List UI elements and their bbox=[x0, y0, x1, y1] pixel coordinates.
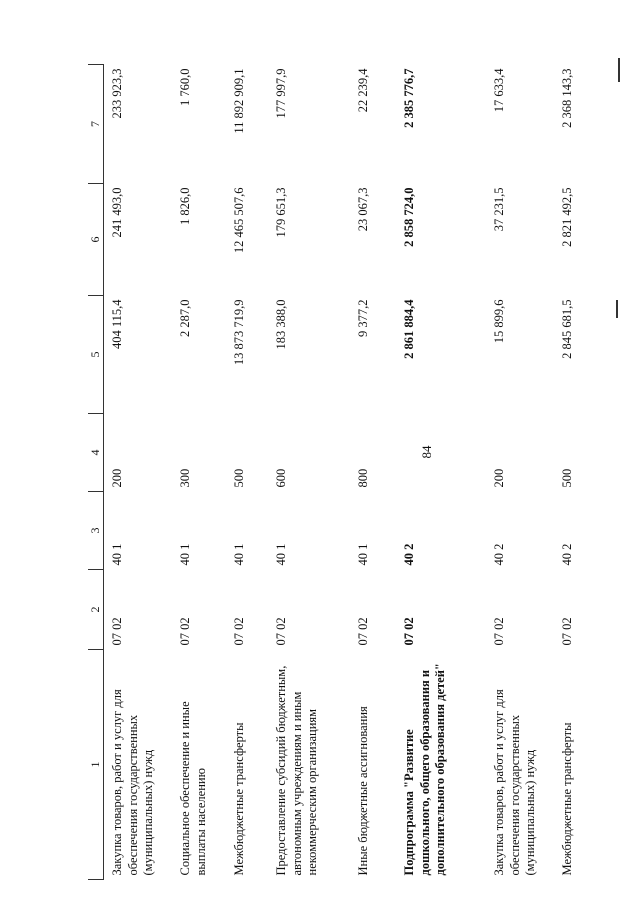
row-value-5: 13 873 719,9 bbox=[232, 299, 246, 366]
row-program: 40 1 bbox=[178, 543, 192, 566]
row-program: 40 2 bbox=[492, 543, 506, 566]
table-row bbox=[226, 65, 268, 880]
row-section: 07 02 bbox=[178, 617, 192, 646]
row-value-7: 2 385 776,7 bbox=[402, 68, 416, 128]
row-name: Предоставление субсидий бюджетным, автономным учреждениям и иным некоммерческим организациям bbox=[274, 665, 320, 876]
row-program: 40 1 bbox=[110, 543, 124, 566]
table-row bbox=[268, 65, 350, 880]
row-section: 07 02 bbox=[232, 617, 246, 646]
table-row bbox=[172, 65, 226, 880]
row-value-6: 23 067,3 bbox=[356, 187, 370, 232]
row-value-7: 22 239,4 bbox=[356, 68, 370, 113]
row-section: 07 02 bbox=[356, 617, 370, 646]
row-name: Закупка товаров, работ и услуг для обеспечения государственных (муниципальных) нужд bbox=[492, 689, 538, 876]
col-header-3: 3 bbox=[88, 492, 104, 570]
row-section: 07 02 bbox=[110, 617, 124, 646]
row-program: 40 1 bbox=[232, 543, 246, 566]
row-value-7: 17 633,4 bbox=[492, 68, 506, 113]
header-row bbox=[88, 65, 104, 880]
row-value-6: 37 231,5 bbox=[492, 187, 506, 232]
row-section: 07 02 bbox=[492, 617, 506, 646]
row-expense-type: 500 bbox=[232, 468, 246, 488]
row-value-5: 183 388,0 bbox=[274, 299, 288, 350]
row-expense-type bbox=[396, 414, 486, 492]
rotated-page bbox=[0, 45, 640, 905]
row-value-7: 177 997,9 bbox=[274, 68, 288, 119]
row-value-5: 2 287,0 bbox=[178, 299, 192, 337]
row-expense-type: 200 bbox=[110, 468, 124, 488]
row-expense-type: 500 bbox=[560, 468, 574, 488]
row-program: 40 2 bbox=[402, 543, 416, 566]
row-expense-type: 600 bbox=[274, 468, 288, 488]
row-expense-type: 800 bbox=[356, 468, 370, 488]
col-header-1: 1 bbox=[88, 650, 104, 880]
page-number: 84 bbox=[419, 445, 434, 459]
row-name: Закупка товаров, работ и услуг для обеспечения государственных (муниципальных) нужд bbox=[110, 689, 156, 876]
col-header-7: 7 bbox=[88, 65, 104, 184]
col-header-5: 5 bbox=[88, 296, 104, 414]
row-expense-type: 300 bbox=[178, 468, 192, 488]
row-value-6: 12 465 507,6 bbox=[232, 187, 246, 254]
scan-edge-mark-right bbox=[616, 300, 618, 318]
row-value-6: 179 651,3 bbox=[274, 187, 288, 238]
row-program: 40 2 bbox=[560, 543, 574, 566]
row-value-6: 1 826,0 bbox=[178, 187, 192, 225]
row-section: 07 02 bbox=[402, 617, 416, 646]
row-expense-type: 200 bbox=[492, 468, 506, 488]
table-row bbox=[350, 65, 396, 880]
row-value-7: 1 760,0 bbox=[178, 68, 192, 106]
row-name: Социальное обеспечение и иные выплаты населению bbox=[178, 701, 208, 876]
col-header-4: 4 bbox=[88, 414, 104, 492]
row-name: Иные бюджетные ассигнования bbox=[356, 706, 370, 876]
row-value-5: 404 115,4 bbox=[110, 299, 124, 350]
row-value-5: 15 899,6 bbox=[492, 299, 506, 344]
row-name: Межбюджетные трансферты bbox=[232, 722, 246, 876]
row-value-6: 241 493,0 bbox=[110, 187, 124, 238]
row-value-5: 2 861 884,4 bbox=[402, 299, 416, 359]
row-value-5: 9 377,2 bbox=[356, 299, 370, 337]
row-value-7: 11 892 909,1 bbox=[232, 68, 246, 134]
table-row bbox=[486, 65, 554, 880]
row-name: Подпрограмма "Развитие дошкольного, общего образования и дополнительного образования детей" bbox=[402, 663, 448, 876]
row-value-6: 2 858 724,0 bbox=[402, 187, 416, 247]
scan-edge-mark-top bbox=[618, 58, 620, 82]
table-row bbox=[104, 65, 173, 880]
row-name: Межбюджетные трансферты bbox=[560, 722, 574, 876]
row-value-5: 2 845 681,5 bbox=[560, 299, 574, 359]
row-program: 40 1 bbox=[274, 543, 288, 566]
table-row-subprogram bbox=[396, 65, 486, 880]
row-section: 07 02 bbox=[560, 617, 574, 646]
budget-table bbox=[88, 64, 590, 880]
table-row bbox=[554, 65, 590, 880]
row-value-6: 2 821 492,5 bbox=[560, 187, 574, 247]
row-program: 40 1 bbox=[356, 543, 370, 566]
col-header-2: 2 bbox=[88, 570, 104, 650]
row-value-7: 233 923,3 bbox=[110, 68, 124, 119]
col-header-6: 6 bbox=[88, 184, 104, 296]
row-value-7: 2 368 143,3 bbox=[560, 68, 574, 128]
row-section: 07 02 bbox=[274, 617, 288, 646]
